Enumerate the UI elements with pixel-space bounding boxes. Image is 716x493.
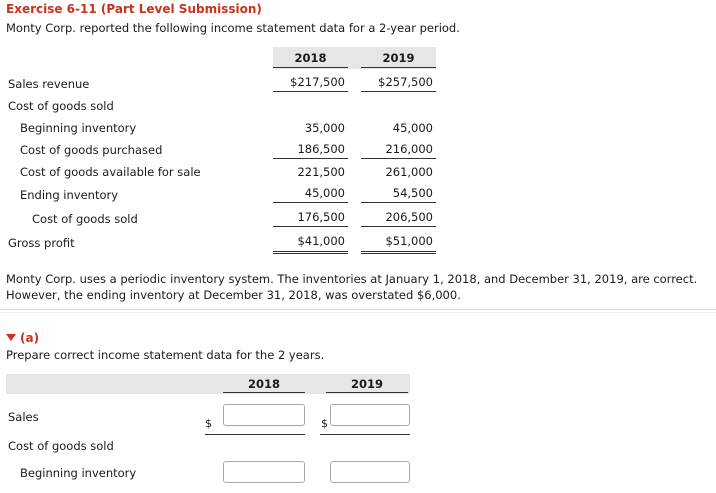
rule [273, 90, 348, 92]
value-ending-inventory-2018: 45,000 [304, 186, 345, 200]
value-ending-inventory-2019: 54,500 [392, 186, 433, 200]
row-label-sales-revenue: Sales revenue [8, 77, 90, 91]
rule [205, 433, 305, 435]
dollar-sign-2019: $ [321, 417, 328, 430]
rule [361, 90, 436, 92]
dollar-sign-2018: $ [205, 417, 212, 430]
rule [361, 248, 436, 254]
rule [326, 391, 408, 393]
section-divider-shadow [0, 312, 716, 313]
value-cost-purchased-2019: 216,000 [385, 142, 433, 156]
answer-label-beginning-inventory: Beginning inventory [20, 466, 137, 480]
column-header-2018: 2018 [294, 51, 327, 65]
rule [320, 433, 410, 435]
part-a-label: (a) [20, 331, 40, 345]
part-a-toggle[interactable] [6, 331, 39, 345]
rule [273, 248, 348, 254]
row-label-cost-available: Cost of goods available for sale [20, 165, 201, 179]
value-cost-sold-2018: 176,500 [297, 210, 345, 224]
collapse-triangle-icon [6, 334, 16, 341]
beginning-inventory-2019-input[interactable] [330, 461, 410, 483]
rule [361, 157, 436, 159]
value-cost-available-2018: 221,500 [297, 165, 345, 179]
row-label-ending-inventory: Ending inventory [20, 188, 119, 202]
problem-paragraph: Monty Corp. uses a periodic inventory system. The inventories at January 1, 2018, and December 31, 2019, are correct. However, the ending inventory at December 31, 2018, was overstated $6,000. [6, 272, 698, 302]
rule [361, 225, 436, 227]
row-label-cost-purchased: Cost of goods purchased [20, 143, 163, 157]
rule [273, 157, 348, 159]
value-gross-profit-2018: $41,000 [297, 234, 345, 248]
value-cost-available-2019: 261,000 [385, 165, 433, 179]
rule [273, 225, 348, 227]
exercise-subtitle: Monty Corp. reported the following income statement data for a 2-year period. [6, 21, 460, 35]
value-cost-purchased-2018: 186,500 [297, 142, 345, 156]
rule [361, 201, 436, 203]
row-label-beginning-inventory: Beginning inventory [20, 121, 137, 135]
row-label-gross-profit: Gross profit [8, 236, 75, 250]
value-sales-revenue-2018: $217,500 [290, 75, 345, 89]
answer-label-cogs-heading: Cost of goods sold [8, 439, 114, 453]
column-header-2019: 2019 [382, 51, 415, 65]
row-label-cogs-heading: Cost of goods sold [8, 99, 114, 113]
answer-column-header-2019: 2019 [350, 377, 383, 391]
sales-2019-input[interactable] [330, 404, 410, 426]
answer-column-header-2018: 2018 [247, 377, 280, 391]
header-underline-2019 [361, 66, 436, 68]
part-a-prompt: Prepare correct income statement data for the 2 years. [6, 348, 325, 362]
rule [273, 201, 348, 203]
row-label-cost-sold: Cost of goods sold [32, 212, 138, 226]
value-beginning-inventory-2018: 35,000 [304, 121, 345, 135]
value-beginning-inventory-2019: 45,000 [392, 121, 433, 135]
rule [223, 391, 305, 393]
header-underline-2018 [273, 66, 348, 68]
beginning-inventory-2018-input[interactable] [223, 461, 305, 483]
value-cost-sold-2019: 206,500 [385, 210, 433, 224]
exercise-title: Exercise 6-11 (Part Level Submission) [6, 2, 262, 16]
value-gross-profit-2019: $51,000 [385, 234, 433, 248]
section-divider [0, 309, 716, 310]
answer-label-sales: Sales [8, 410, 39, 424]
sales-2018-input[interactable] [223, 404, 305, 426]
value-sales-revenue-2019: $257,500 [378, 75, 433, 89]
